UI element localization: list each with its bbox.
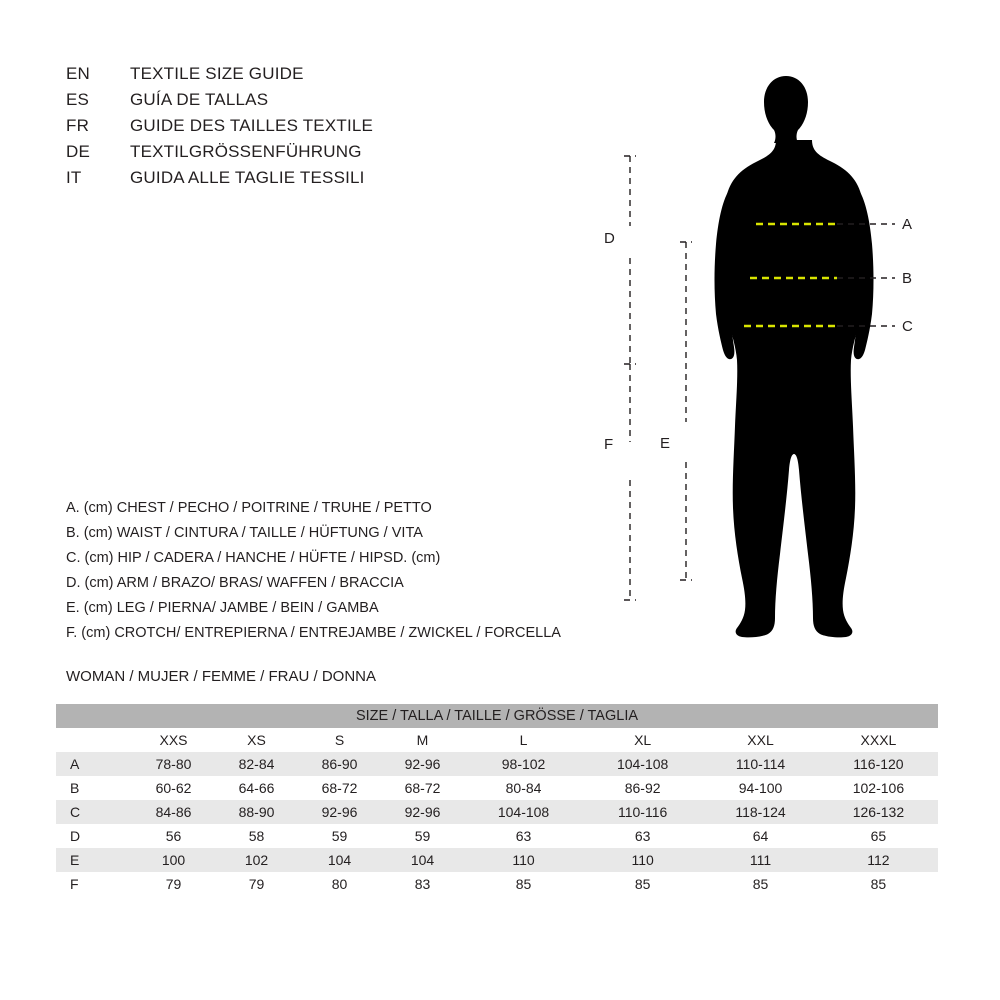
marker-label-e: E bbox=[660, 435, 671, 452]
legend-block bbox=[66, 500, 686, 650]
cell: 83 bbox=[381, 872, 464, 896]
table-row bbox=[56, 824, 938, 848]
size-col-xxl: XXL bbox=[702, 728, 819, 752]
cell: 59 bbox=[298, 824, 381, 848]
sizes-rowhead bbox=[56, 728, 132, 752]
cell: 112 bbox=[819, 848, 938, 872]
marker-label-a: A bbox=[902, 216, 913, 233]
marker-label-c: C bbox=[902, 318, 913, 335]
title-text-fr: GUIDE DES TAILLES TEXTILE bbox=[130, 116, 374, 135]
table-row bbox=[56, 776, 938, 800]
title-lang-es: ES bbox=[66, 90, 90, 109]
row-key-e: E bbox=[56, 848, 132, 872]
title-lang-fr: FR bbox=[66, 116, 90, 135]
cell: 110-116 bbox=[583, 800, 702, 824]
size-col-xxs: XXS bbox=[132, 728, 215, 752]
cell: 79 bbox=[215, 872, 298, 896]
cell: 86-92 bbox=[583, 776, 702, 800]
cell: 104 bbox=[381, 848, 464, 872]
cell: 63 bbox=[583, 824, 702, 848]
title-lang-it: IT bbox=[66, 168, 82, 187]
cell: 58 bbox=[215, 824, 298, 848]
title-row bbox=[66, 168, 566, 194]
cell: 116-120 bbox=[819, 752, 938, 776]
cell: 110-114 bbox=[702, 752, 819, 776]
cell: 92-96 bbox=[381, 752, 464, 776]
cell: 64 bbox=[702, 824, 819, 848]
row-key-f: F bbox=[56, 872, 132, 896]
cell: 79 bbox=[132, 872, 215, 896]
cell: 68-72 bbox=[381, 776, 464, 800]
marker-label-b: B bbox=[902, 270, 913, 287]
legend-row-d: D. (cm) ARM / BRAZO/ BRAS/ WAFFEN / BRACCIA bbox=[66, 575, 404, 591]
table-row-sizes bbox=[56, 728, 938, 752]
title-text-de: TEXTILGRÖSSENFÜHRUNG bbox=[130, 142, 362, 161]
cell: 92-96 bbox=[298, 800, 381, 824]
table-row bbox=[56, 800, 938, 824]
cell: 80-84 bbox=[464, 776, 583, 800]
legend-row-e: E. (cm) LEG / PIERNA/ JAMBE / BEIN / GAMBA bbox=[66, 600, 379, 616]
cell: 78-80 bbox=[132, 752, 215, 776]
cell: 111 bbox=[702, 848, 819, 872]
cell: 118-124 bbox=[702, 800, 819, 824]
title-row bbox=[66, 90, 566, 116]
cell: 68-72 bbox=[298, 776, 381, 800]
cell: 85 bbox=[464, 872, 583, 896]
cell: 65 bbox=[819, 824, 938, 848]
title-row bbox=[66, 116, 566, 142]
cell: 80 bbox=[298, 872, 381, 896]
cell: 82-84 bbox=[215, 752, 298, 776]
title-text-es: GUÍA DE TALLAS bbox=[130, 90, 269, 109]
row-key-d: D bbox=[56, 824, 132, 848]
row-key-b: B bbox=[56, 776, 132, 800]
cell: 94-100 bbox=[702, 776, 819, 800]
table-header-row bbox=[56, 704, 938, 728]
table-header-label: SIZE / TALLA / TAILLE / GRÖSSE / TAGLIA bbox=[56, 704, 938, 728]
size-col-l: L bbox=[464, 728, 583, 752]
legend-row-c: C. (cm) HIP / CADERA / HANCHE / HÜFTE / HIPSD. (cm) bbox=[66, 550, 441, 566]
cell: 102 bbox=[215, 848, 298, 872]
cell: 85 bbox=[819, 872, 938, 896]
title-text-en: TEXTILE SIZE GUIDE bbox=[130, 64, 304, 83]
cell: 88-90 bbox=[215, 800, 298, 824]
cell: 126-132 bbox=[819, 800, 938, 824]
title-lang-en: EN bbox=[66, 64, 91, 83]
cell: 56 bbox=[132, 824, 215, 848]
cell: 110 bbox=[464, 848, 583, 872]
cell: 98-102 bbox=[464, 752, 583, 776]
table-row bbox=[56, 752, 938, 776]
title-row bbox=[66, 64, 566, 90]
title-block bbox=[66, 64, 566, 194]
cell: 84-86 bbox=[132, 800, 215, 824]
cell: 85 bbox=[702, 872, 819, 896]
legend-row-a: A. (cm) CHEST / PECHO / POITRINE / TRUHE / PETTO bbox=[66, 500, 432, 516]
table-row bbox=[56, 848, 938, 872]
row-key-a: A bbox=[56, 752, 132, 776]
cell: 104-108 bbox=[583, 752, 702, 776]
cell: 92-96 bbox=[381, 800, 464, 824]
size-col-xs: XS bbox=[215, 728, 298, 752]
gender-heading: WOMAN / MUJER / FEMME / FRAU / DONNA bbox=[66, 668, 376, 685]
cell: 102-106 bbox=[819, 776, 938, 800]
title-text-it: GUIDA ALLE TAGLIE TESSILI bbox=[130, 168, 365, 187]
marker-label-d: D bbox=[604, 230, 615, 247]
row-key-c: C bbox=[56, 800, 132, 824]
marker-label-f: F bbox=[604, 436, 614, 453]
woman-silhouette-icon bbox=[715, 76, 874, 637]
size-col-s: S bbox=[298, 728, 381, 752]
size-col-m: M bbox=[381, 728, 464, 752]
cell: 104-108 bbox=[464, 800, 583, 824]
cell: 110 bbox=[583, 848, 702, 872]
cell: 60-62 bbox=[132, 776, 215, 800]
table-row bbox=[56, 872, 938, 896]
size-col-xl: XL bbox=[583, 728, 702, 752]
cell: 63 bbox=[464, 824, 583, 848]
legend-row-b: B. (cm) WAIST / CINTURA / TAILLE / HÜFTUNG / VITA bbox=[66, 525, 423, 541]
cell: 64-66 bbox=[215, 776, 298, 800]
cell: 104 bbox=[298, 848, 381, 872]
cell: 86-90 bbox=[298, 752, 381, 776]
size-table bbox=[56, 704, 938, 896]
cell: 59 bbox=[381, 824, 464, 848]
size-col-xxxl: XXXL bbox=[819, 728, 938, 752]
title-lang-de: DE bbox=[66, 142, 91, 161]
title-row bbox=[66, 142, 566, 168]
legend-row-f: F. (cm) CROTCH/ ENTREPIERNA / ENTREJAMBE / ZWICKEL / FORCELLA bbox=[66, 625, 561, 641]
cell: 85 bbox=[583, 872, 702, 896]
cell: 100 bbox=[132, 848, 215, 872]
